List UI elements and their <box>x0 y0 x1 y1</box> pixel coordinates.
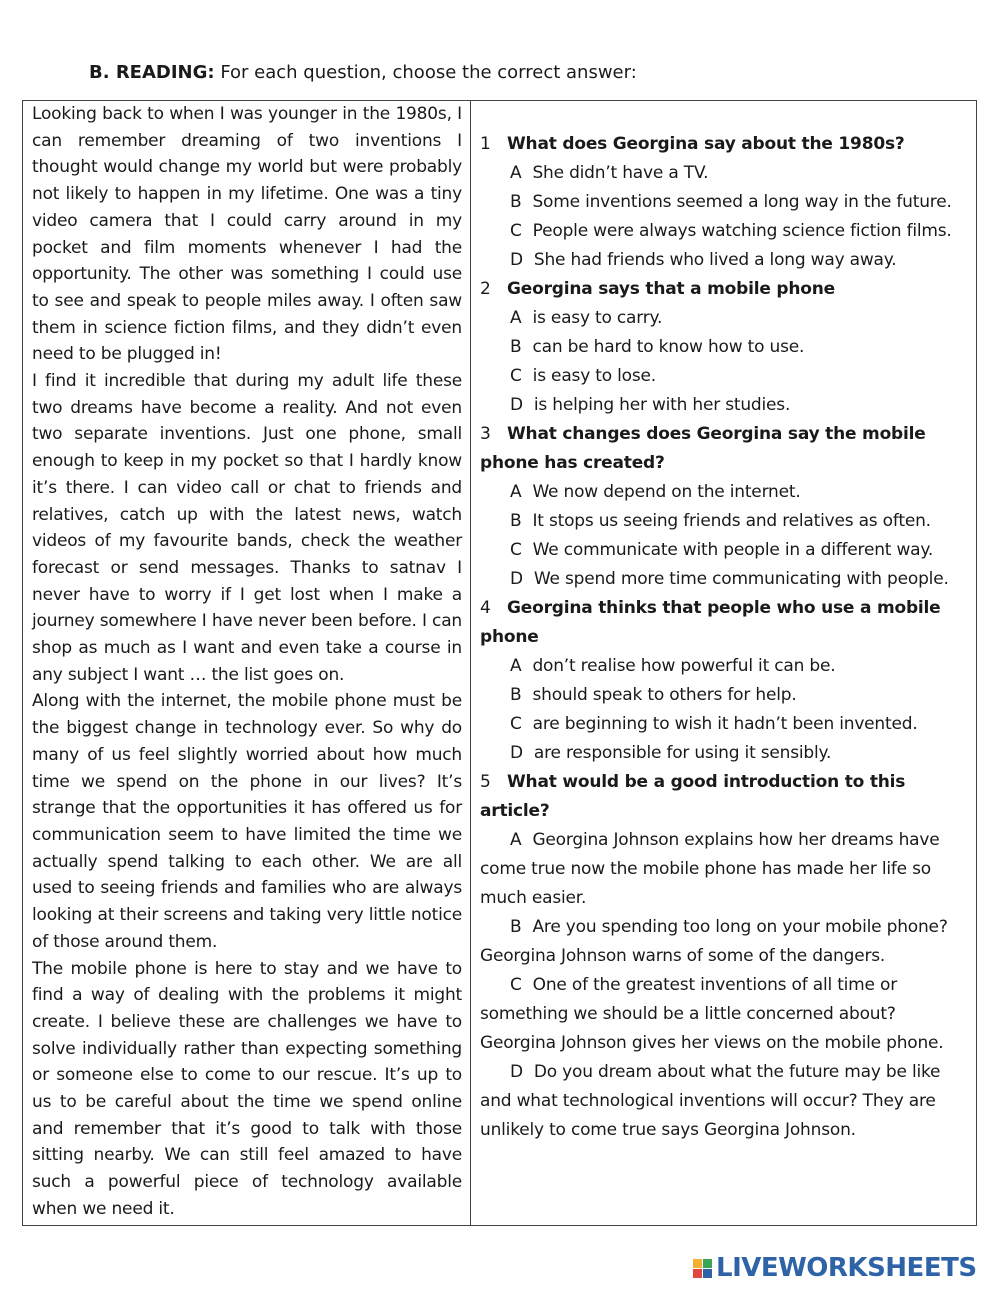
option-letter: C <box>510 221 522 241</box>
option-text: Are you spending too long on your mobile phone? Georgina Johnson warns of some of the dangers. <box>480 917 948 966</box>
option-text: are beginning to wish it hadn’t been invented. <box>532 714 918 734</box>
option-text: We now depend on the internet. <box>532 482 801 502</box>
option-4-d[interactable] <box>480 739 975 768</box>
question-text: What would be a good introduction to this article? <box>480 772 906 821</box>
section-instruction: For each question, choose the correct answer: <box>214 62 637 83</box>
option-letter: D <box>510 250 523 270</box>
questions-list <box>480 130 975 1145</box>
option-5-c[interactable] <box>480 971 975 1058</box>
section-label: B. READING: <box>89 62 215 83</box>
option-2-c[interactable] <box>480 362 975 391</box>
option-letter: C <box>510 714 522 734</box>
question-4 <box>480 594 975 652</box>
option-letter: A <box>510 163 522 183</box>
question-number: 3 <box>480 424 491 444</box>
option-3-a[interactable] <box>480 478 975 507</box>
option-4-c[interactable] <box>480 710 975 739</box>
option-3-d[interactable] <box>480 565 975 594</box>
option-letter: B <box>510 685 522 705</box>
passage-paragraph: Looking back to when I was younger in the 1980s, I can remember dreaming of two inventions I thought would change my world but were probably not likely to happen in my lifetime. One was a tiny video camera that I could carry around in my pocket and film moments whenever I had the opportunity. The other was something I could use to see and speak to people miles away. I often saw them in science fiction films, and they didn’t even need to be plugged in! <box>32 104 462 365</box>
option-letter: A <box>510 482 522 502</box>
option-1-c[interactable] <box>480 217 975 246</box>
option-3-b[interactable] <box>480 507 975 536</box>
option-letter: D <box>510 1062 523 1082</box>
passage-paragraph: Along with the internet, the mobile phone must be the biggest change in technology ever. So why do many of us feel slightly worried about how much time we spend on the phone in our lives? It’s strange that the opportunities it has offered us for communication seem to have limited the time we actually spend talking to each other. We are all used to seeing friends and families who are always looking at their screens and taking very little notice of those around them. <box>32 691 462 952</box>
option-letter: B <box>510 511 522 531</box>
passage-paragraph: The mobile phone is here to stay and we have to find a way of dealing with the problems it might create. I believe these are challenges we have to solve individually rather than expecting something or someone else to come to our rescue. It’s up to us to be careful about the time we spend online and remember that it’s good to talk with those sitting nearby. We can still feel amazed to have such a powerful piece of technology available when we need it. <box>32 958 462 1219</box>
question-3 <box>480 420 975 478</box>
option-text: Some inventions seemed a long way in the future. <box>532 192 952 212</box>
question-number: 1 <box>480 134 491 154</box>
option-4-b[interactable] <box>480 681 975 710</box>
option-5-b[interactable] <box>480 913 975 971</box>
option-1-b[interactable] <box>480 188 975 217</box>
option-text: is helping her with her studies. <box>533 395 791 415</box>
reading-passage <box>32 101 462 1223</box>
option-4-a[interactable] <box>480 652 975 681</box>
option-letter: D <box>510 395 523 415</box>
option-text: is easy to lose. <box>532 366 656 386</box>
option-letter: C <box>510 366 522 386</box>
section-heading <box>89 60 637 86</box>
option-letter: B <box>510 192 522 212</box>
option-letter: C <box>510 540 522 560</box>
option-1-d[interactable] <box>480 246 975 275</box>
option-letter: B <box>510 917 522 937</box>
option-letter: A <box>510 830 522 850</box>
question-text: Georgina says that a mobile phone <box>507 279 836 299</box>
option-letter: A <box>510 308 522 328</box>
option-3-c[interactable] <box>480 536 975 565</box>
option-text: is easy to carry. <box>532 308 663 328</box>
question-number: 5 <box>480 772 491 792</box>
option-text: We communicate with people in a different way. <box>532 540 934 560</box>
option-text: She had friends who lived a long way away. <box>533 250 897 270</box>
option-letter: D <box>510 569 523 589</box>
question-2 <box>480 275 975 304</box>
logo-text: LIVEWORKSHEETS <box>716 1253 977 1283</box>
passage-paragraph: I find it incredible that during my adult life these two dreams have become a reality. And not even two separate inventions. Just one phone, small enough to keep in my pocket so that I hardly know it’s there. I can video call or chat to friends and relatives, catch up with the latest news, watch videos of my favourite bands, check the weather forecast or send messages. Thanks to satnav I never have to worry if I get lost when I make a journey somewhere I have never been before. I can shop as much as I want and even take a course in any subject I want … the list goes on. <box>32 371 462 685</box>
reading-table <box>22 100 977 1226</box>
option-text: We spend more time communicating with people. <box>533 569 949 589</box>
option-letter: A <box>510 656 522 676</box>
question-1 <box>480 130 975 159</box>
option-text: People were always watching science fiction films. <box>532 221 952 241</box>
option-2-a[interactable] <box>480 304 975 333</box>
option-2-d[interactable] <box>480 391 975 420</box>
column-divider <box>470 101 471 1225</box>
question-5 <box>480 768 975 826</box>
question-text: What changes does Georgina say the mobile phone has created? <box>480 424 926 473</box>
option-text: don’t realise how powerful it can be. <box>532 656 836 676</box>
option-text: can be hard to know how to use. <box>532 337 805 357</box>
option-letter: D <box>510 743 523 763</box>
question-text: What does Georgina say about the 1980s? <box>507 134 905 154</box>
option-text: It stops us seeing friends and relatives as often. <box>532 511 931 531</box>
option-text: Georgina Johnson explains how her dreams have come true now the mobile phone has made her life so much easier. <box>480 830 940 908</box>
option-5-a[interactable] <box>480 826 975 913</box>
option-text: should speak to others for help. <box>532 685 797 705</box>
liveworksheets-logo <box>693 1253 977 1283</box>
option-text: One of the greatest inventions of all time or something we should be a little concerned about? Georgina Johnson gives her views on the mobile phone. <box>480 975 944 1053</box>
question-number: 4 <box>480 598 491 618</box>
logo-icon <box>693 1259 712 1278</box>
option-text: Do you dream about what the future may be like and what technological inventions will occur? They are unlikely to come true says Georgina Johnson. <box>480 1062 941 1140</box>
question-number: 2 <box>480 279 491 299</box>
option-5-d[interactable] <box>480 1058 975 1145</box>
option-letter: B <box>510 337 522 357</box>
option-text: are responsible for using it sensibly. <box>533 743 832 763</box>
option-1-a[interactable] <box>480 159 975 188</box>
option-letter: C <box>510 975 522 995</box>
option-2-b[interactable] <box>480 333 975 362</box>
question-text: Georgina thinks that people who use a mobile phone <box>480 598 941 647</box>
option-text: She didn’t have a TV. <box>532 163 709 183</box>
